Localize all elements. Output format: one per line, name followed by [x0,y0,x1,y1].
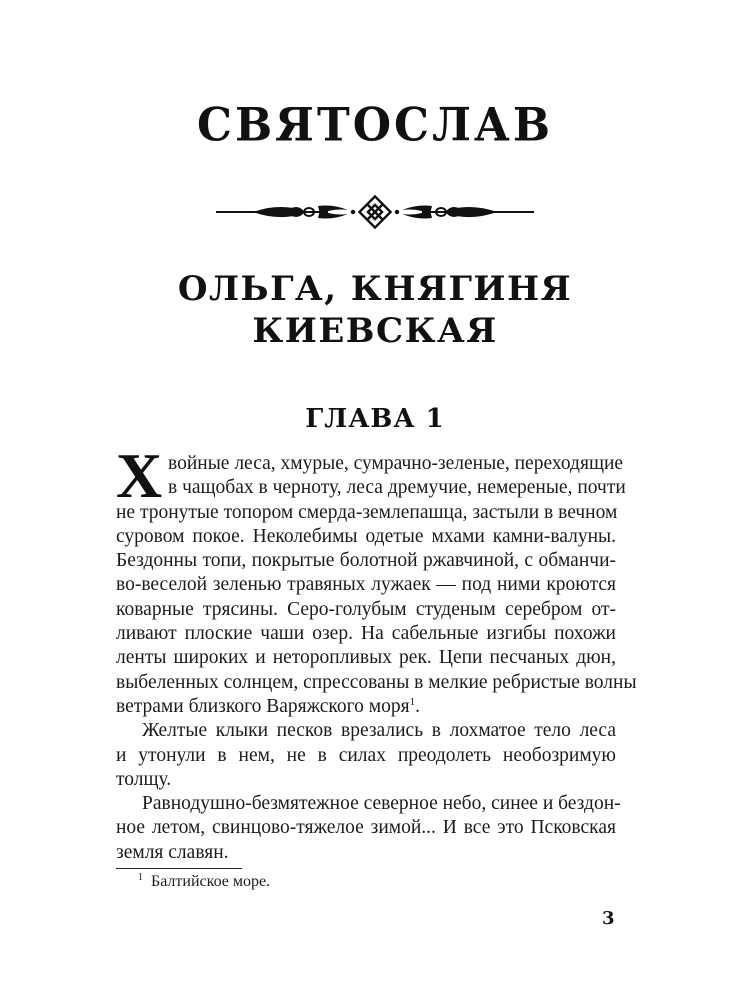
text-line: суровом покое. Неколебимы одетые мхами камни-валуны. [116,525,616,547]
text-line: Равнодушно-безмятежное северное небо, синее и бездон- [142,793,621,815]
book-title: СВЯТОСЛАВ [196,98,554,153]
part-title-line: ОЛЬГА, КНЯГИНЯ [177,269,573,309]
text-line: Бездонны топи, покрытые болотной ржавчиной, с обманчи- [116,550,616,572]
text-line: войные леса, хмурые, сумрачно-зеленые, переходящие [168,453,624,474]
chapter-title: ГЛАВА 1 [305,404,445,434]
sentence-end: . [415,695,420,717]
part-title-line: КИЕВСКАЯ [252,311,498,351]
footnote-text: Балтийское море. [151,873,271,890]
part-title [0,268,750,352]
text-line: выбеленных солнцем, спрессованы в мелкие ребристые волны [116,671,637,693]
text-line: толщу. [116,768,172,790]
text-line: коварные трясины. Серо-голубым студеным серебром от- [116,598,616,620]
text-line: ленты широких и неторопливых рек. Цепи песчаных дюн, [116,647,616,669]
text-line: ветрами близкого Варяжского моря [116,695,410,717]
text-line: и утонули в нем, не в силах преодолеть необозримую [116,744,616,766]
page-number: 3 [602,908,615,929]
text-line: в чащобах в черноту, леса дремучие, немереные, почти [168,477,626,499]
footnote-reference[interactable]: 1 [409,695,416,708]
text-line: ливают плоские чаши озер. На сабельные изгибы похожи [116,623,616,645]
decorative-divider-knot-icon [208,194,542,230]
footnote-number: 1 [138,872,143,883]
drop-cap: Х [116,440,163,511]
text-line: не тронутые топором смерда-землепашца, застыли в вечном [116,501,618,523]
text-line-with-footnote [116,695,616,719]
text-line: ное летом, свинцово-тяжелое зимой... И все это Псковская [116,817,616,839]
text-line: Желтые клыки песков врезались в лохматое тело леса [142,720,616,742]
text-line: во-веселой зеленью травяных лужаек — под ними кроются [116,574,616,596]
footnote [138,872,270,891]
text-line: земля славян. [116,841,229,863]
footnote-divider [116,868,242,869]
chapter-body [116,452,637,865]
